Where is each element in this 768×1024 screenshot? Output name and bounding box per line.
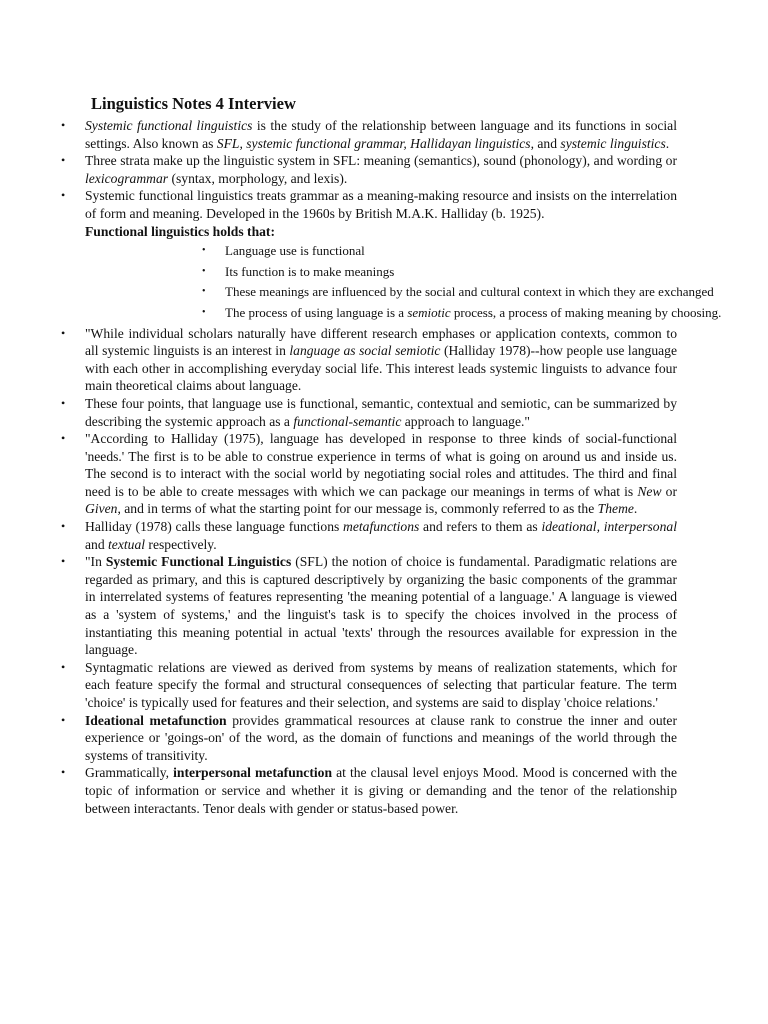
bullet-icon: • <box>61 659 66 674</box>
text-run: , and <box>530 135 561 151</box>
text-run: is the study of the relationship between language and its functions in social settings. Also known as <box>85 118 677 151</box>
sub-list-item-text <box>225 243 365 258</box>
text-run: "While individual scholars naturally have different research emphases or application contexts, common to all systemic linguists is an interest in <box>85 325 677 359</box>
text-run: . <box>665 135 670 151</box>
italic-text: Systemic functional linguistics <box>85 118 253 133</box>
bullet-icon: • <box>61 554 66 569</box>
list-item-text <box>85 519 677 552</box>
text-run: These four points, that language use is functional, semantic, contextual and semiotic, can be summarized by describing the systemic approach as a <box>85 395 677 429</box>
list-item-text <box>85 153 677 186</box>
bullet-icon: • <box>61 188 66 203</box>
sub-list-item <box>85 242 739 259</box>
italic-text: lexicogrammar <box>85 170 169 186</box>
sub-list-item <box>85 263 739 280</box>
notes-list <box>0 117 768 817</box>
italic-text: systemic linguistics <box>560 135 666 151</box>
bullet-icon: • <box>202 286 206 298</box>
bullet-icon: • <box>202 265 206 277</box>
bold-text: interpersonal metafunction <box>173 765 333 781</box>
text-run: "In <box>85 554 106 570</box>
bullet-icon: • <box>61 325 66 340</box>
list-item-text <box>85 554 677 657</box>
bullet-icon: • <box>61 765 66 780</box>
list-item <box>0 659 677 712</box>
sub-list <box>85 242 722 321</box>
document-title: Linguistics Notes 4 Interview <box>91 94 296 113</box>
list-item-text <box>85 396 677 429</box>
text-run: approach to language." <box>401 413 530 429</box>
italic-text: New <box>637 483 662 499</box>
sub-list-item-text <box>225 305 721 320</box>
text-run: at the clausal level enjoys Mood. Mood is concerned with the topic of information or service and whether it is giving or demanding and the tenor of the relationship between interactants. Tenor deals with gender or status-based power. <box>85 765 677 816</box>
text-run: and refers to them as <box>419 519 542 535</box>
list-item <box>0 553 677 659</box>
list-item-text <box>85 118 677 151</box>
list-item <box>0 117 677 152</box>
bullet-icon: • <box>202 306 206 318</box>
text-run: These meanings are influenced by the social and cultural context in which they are exchanged <box>225 284 714 300</box>
list-item <box>0 325 677 395</box>
text-run: Language use is functional <box>225 243 365 259</box>
sub-list-item-text <box>225 284 714 299</box>
sub-list-item <box>85 304 739 321</box>
text-run: Three strata make up the linguistic system in SFL: meaning (semantics), sound (phonology), and wording or <box>85 153 677 169</box>
list-item <box>0 430 677 518</box>
bold-text: Systemic Functional Linguistics <box>105 554 292 570</box>
list-item <box>0 712 677 765</box>
bullet-icon: • <box>61 153 66 168</box>
italic-text: Theme <box>597 501 634 517</box>
text-run: The process of using language is a <box>225 304 408 320</box>
sub-list-item-text <box>225 264 394 279</box>
list-item <box>0 152 677 187</box>
list-item <box>0 518 677 553</box>
list-item-text <box>85 188 677 221</box>
sub-list-item <box>85 283 739 300</box>
text-run: Systemic functional linguistics treats grammar as a meaning-making resource and insists on the interrelation of form and meaning. Developed in the 1960s by British M.A.K. Halliday (b. 1925). <box>85 188 677 221</box>
text-run: process, a process of making meaning by choosing. <box>450 304 722 320</box>
list-item-text <box>85 765 677 815</box>
text-run: . <box>633 501 638 517</box>
bullet-icon: • <box>61 712 66 727</box>
italic-text: semiotic <box>407 304 451 320</box>
text-run: or <box>661 483 677 499</box>
bullet-icon: • <box>61 395 66 410</box>
bullet-icon: • <box>202 245 206 257</box>
text-run: (SFL) the notion of choice is fundamental. Paradigmatic relations are regarded as primary, and this is captured descriptively by organizing the basic components of the grammar in interrelated systems of features representing 'the meaning potential of a language.' A language is viewed as a 'system of systems,' and the linguist's task is to specify the choices involved in the process of instantiating this meaning potential in actual 'texts' through the resources available for expression in the language. <box>85 554 677 658</box>
text-run: (syntax, morphology, and lexis). <box>168 170 348 186</box>
italic-text: functional-semantic <box>293 413 402 429</box>
bullet-icon: • <box>61 431 66 446</box>
italic-text: metafunctions <box>343 519 420 535</box>
text-run: Halliday (1978) calls these language functions <box>85 519 344 535</box>
text-run: "According to Halliday (1975), language has developed in response to three kinds of social-functional 'needs.' The first is to be able to construe experience in terms of what is going on around us and inside us. The second is to interact with the social world by negotiating social roles and attitudes. The third and final need is to be able to create messages with which we can package our meanings in terms of what is <box>85 431 677 499</box>
text-run: Its function is to make meanings <box>225 263 395 279</box>
italic-text: Given <box>85 501 118 517</box>
italic-text: language as social semiotic <box>289 343 441 359</box>
list-item <box>0 764 677 817</box>
italic-text: SFL, systemic functional grammar, Hallidayan linguistics <box>216 135 531 151</box>
list-item-text <box>85 431 677 516</box>
text-run: Grammatically, <box>85 765 174 781</box>
list-item-text <box>85 326 677 394</box>
italic-text: textual <box>108 536 146 552</box>
italic-text: ideational, interpersonal <box>541 519 677 535</box>
text-run: , and in terms of what the starting point for our message is, commonly referred to as the <box>117 501 598 517</box>
list-item-text <box>85 713 677 763</box>
text-run: provides grammatical resources at clause rank to construe the inner and outer experience or 'goings-on' of the word, as the domain of functions and meanings of the world through the systems of transitivity. <box>85 712 677 763</box>
text-run: and <box>85 536 109 552</box>
list-item <box>0 187 722 321</box>
list-item <box>0 395 677 430</box>
text-run: (Halliday 1978)--how people use language with each other in accomplishing everyday social life. This interest leads systemic linguists to advance four main theoretical claims about language. <box>85 343 677 394</box>
list-item-text <box>85 660 677 710</box>
text-run: Syntagmatic relations are viewed as derived from systems by means of realization statements, which for each feature specify the formal and structural consequences of selecting that particular feature. The term 'choice' is typically used for features and their selection, and systems are said to display 'choice relations.' <box>85 659 677 710</box>
bullet-icon: • <box>61 519 66 534</box>
functional-heading: Functional linguistics holds that: <box>85 223 275 239</box>
bullet-icon: • <box>61 118 66 132</box>
bold-text: Ideational metafunction <box>85 712 227 728</box>
text-run: respectively. <box>145 536 217 552</box>
